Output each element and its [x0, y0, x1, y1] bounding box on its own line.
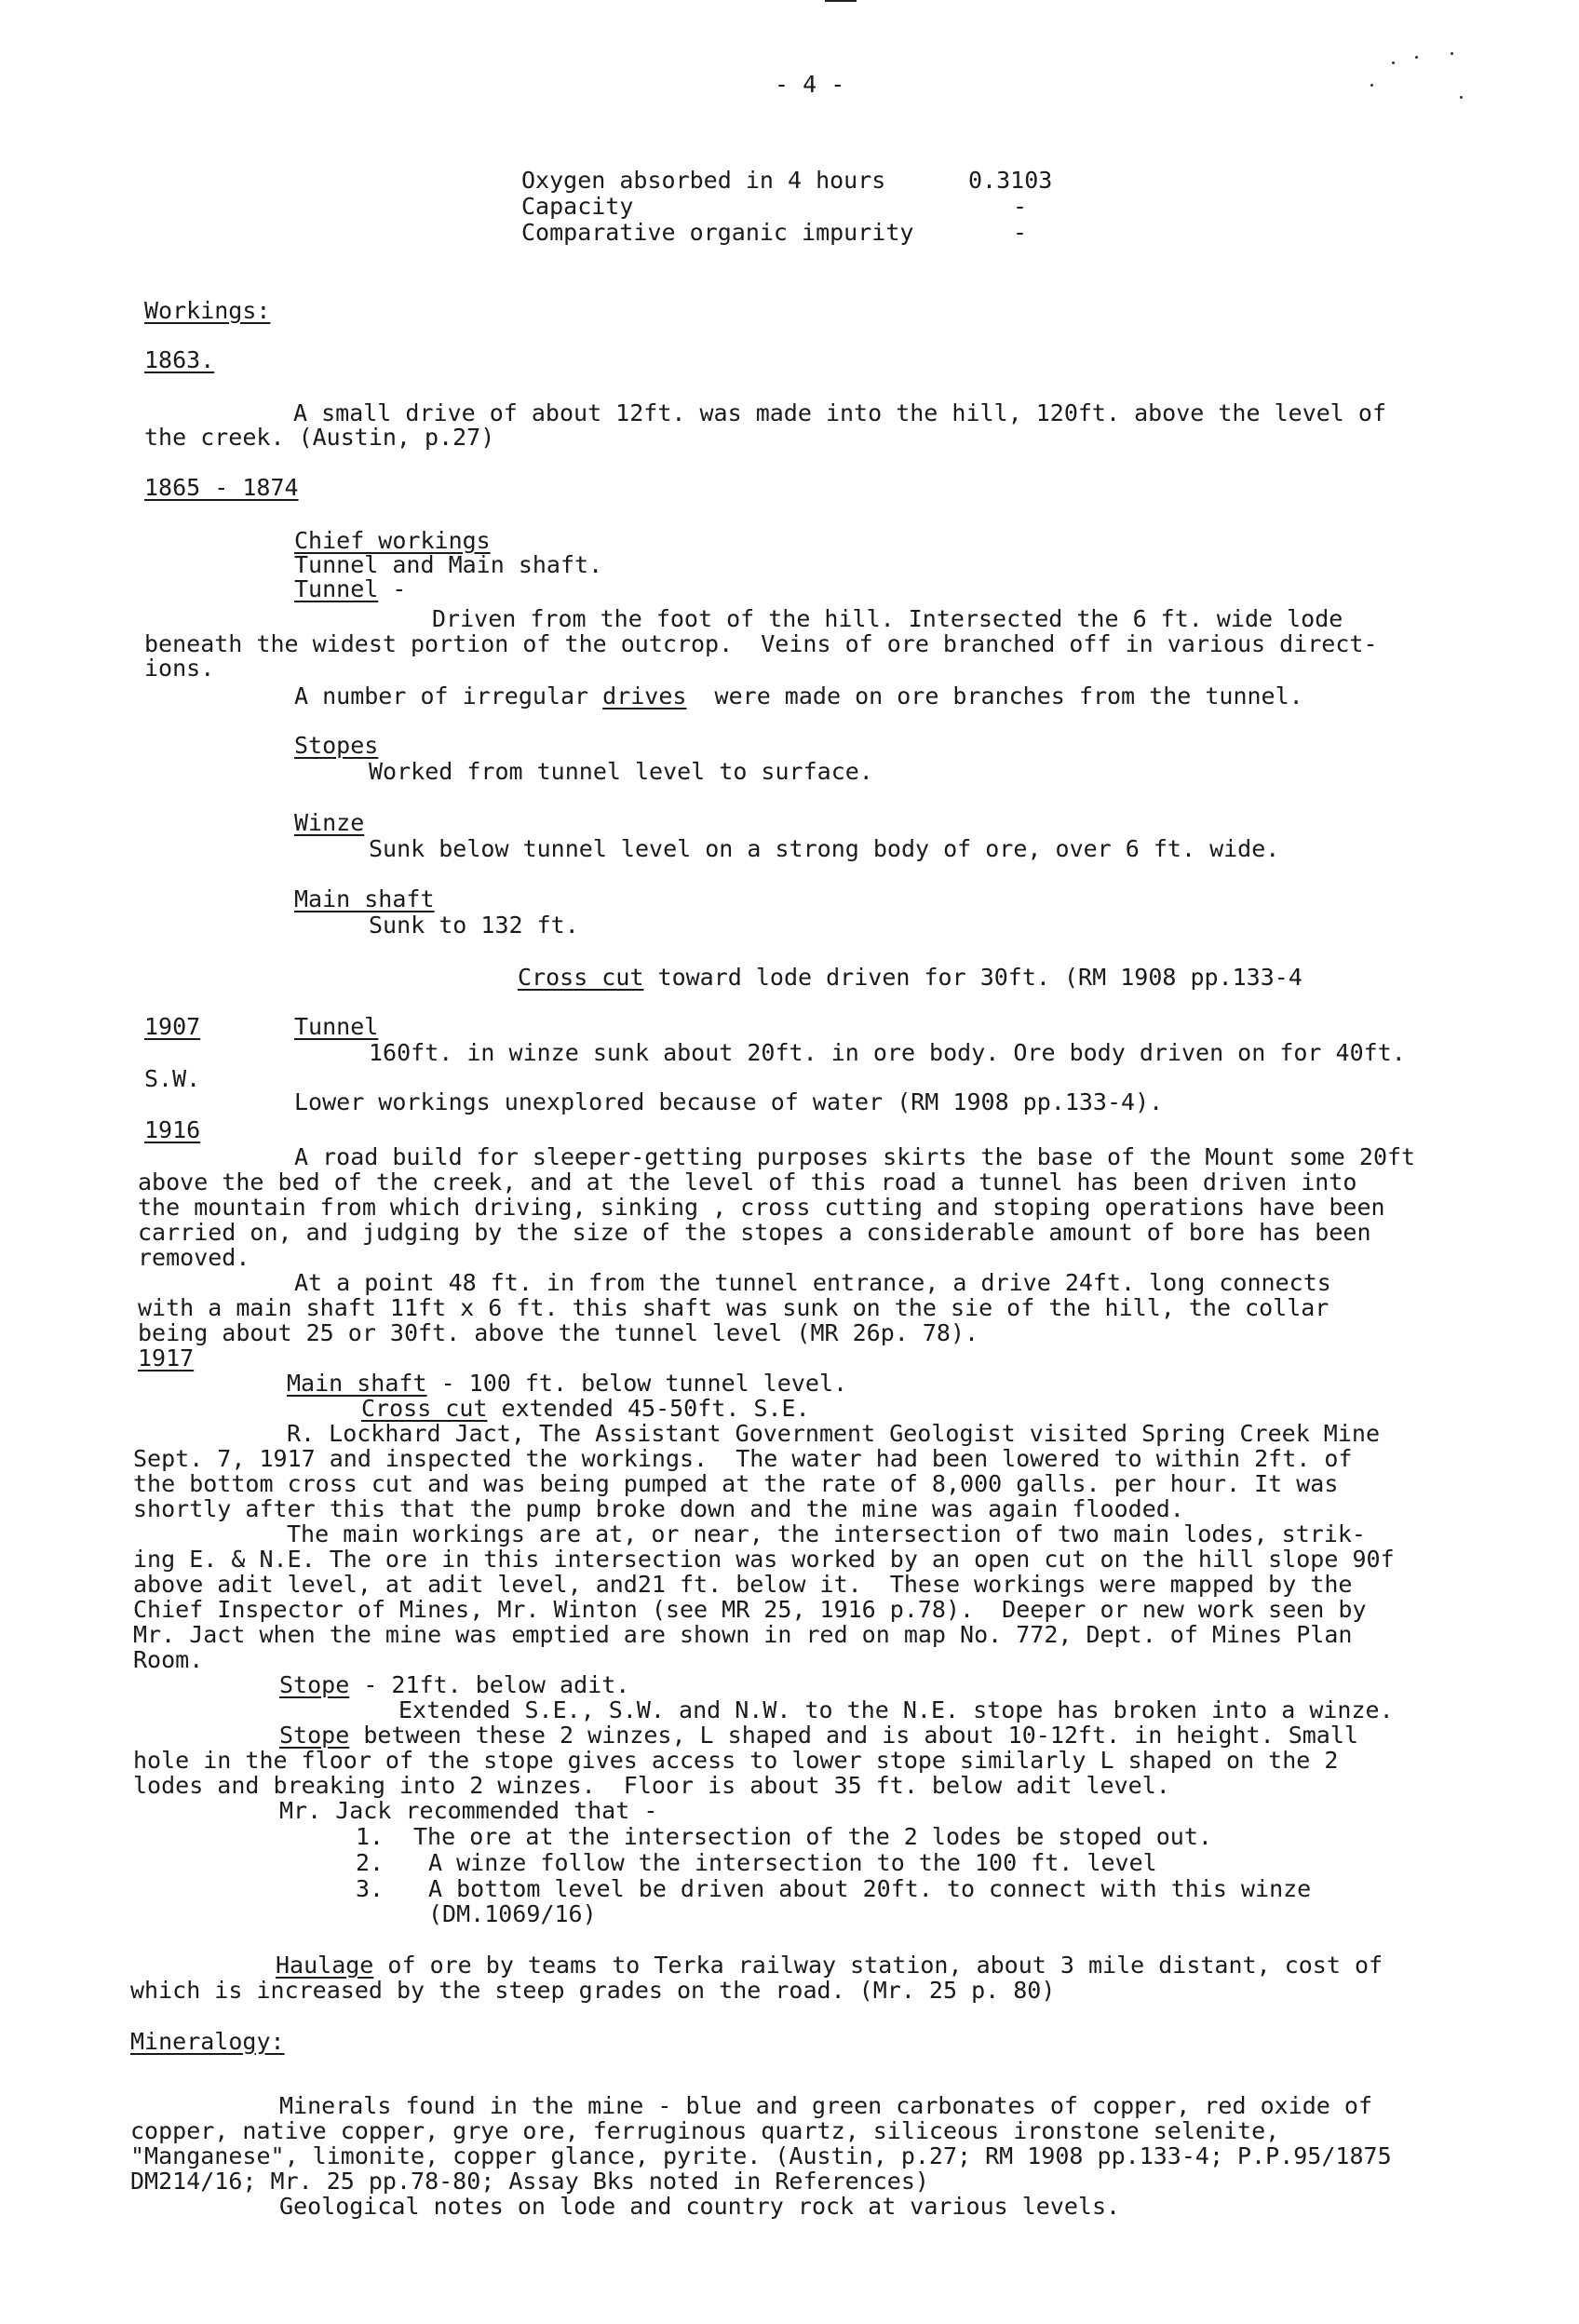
cross-cut-post: extended 45-50ft. S.E. — [487, 1395, 810, 1422]
recommendation-text: A bottom level be driven about 20ft. to connect with this winze — [428, 1875, 1312, 1902]
paragraph-line: Geological notes on lode and country rock at various levels. — [279, 2193, 1121, 2220]
paragraph-line — [279, 1673, 629, 1696]
recommendation-text: A winze follow the intersection to the 100 ft. level — [428, 1849, 1157, 1876]
year-heading: 1865 - 1874 — [144, 474, 299, 501]
paragraph-line: Sunk below tunnel level on a strong body of ore, over 6 ft. wide. — [369, 835, 1280, 862]
paragraph-line: "Manganese", limonite, copper glance, pyrite. (Austin, p.27; RM 1908 pp.133-4; P.P.95/1875 — [130, 2142, 1392, 2169]
top-edge-mark — [825, 0, 857, 2]
main-shaft-post: - 100 ft. below tunnel level. — [426, 1370, 848, 1397]
paragraph-line: 160ft. in winze sunk about 20ft. in ore body. Ore body driven on for 40ft. — [369, 1039, 1406, 1066]
analysis-value: - — [1013, 193, 1028, 220]
stope-post: - 21ft. below adit. — [349, 1671, 630, 1698]
drives-pre: A number of irregular — [294, 682, 603, 709]
paragraph-line: R. Lockhard Jact, The Assistant Government Geologist visited Spring Creek Mine — [287, 1420, 1380, 1447]
paragraph-line: copper, native copper, grye ore, ferruginous quartz, siliceous ironstone selenite, — [130, 2117, 1280, 2144]
paragraph-line: Sept. 7, 1917 and inspected the workings. The water had been lowered to within 2ft. of — [133, 1445, 1353, 1472]
haulage-word: Haulage — [276, 1952, 374, 1979]
paragraph-line: Chief Inspector of Mines, Mr. Winton (see MR 25, 1916 p.78). Deeper or new work seen by — [133, 1596, 1367, 1623]
cross-cut-word: Cross cut — [361, 1395, 488, 1422]
margin-note: S.W. — [144, 1065, 201, 1092]
crosscut-post: toward lode driven for 30ft. (RM 1908 pp.133-4 — [643, 964, 1302, 991]
scan-speck — [1370, 84, 1373, 87]
analysis-label: Comparative organic impurity — [521, 219, 914, 246]
year-heading: 1907 — [144, 1013, 201, 1040]
paragraph-line: the creek. (Austin, p.27) — [144, 424, 495, 451]
paragraph-line: Extended S.E., S.W. and N.W. to the N.E. stope has broken into a winze. — [398, 1696, 1394, 1723]
paragraph-line: lodes and breaking into 2 winzes. Floor is about 35 ft. below adit level. — [133, 1772, 1170, 1799]
paragraph-line: A small drive of about 12ft. was made into the hill, 120ft. above the level of — [293, 399, 1386, 426]
recommendation-number: 3. — [356, 1875, 385, 1902]
stope-post: between these 2 winzes, L shaped and is about 10-12ft. in height. Small — [349, 1722, 1358, 1749]
paragraph-line: Worked from tunnel level to surface. — [369, 758, 873, 785]
page-number: - 4 - — [775, 71, 845, 98]
paragraph-line: Mr. Jact when the mine was emptied are shown in red on map No. 772, Dept. of Mines Plan — [133, 1621, 1353, 1648]
paragraph-line — [287, 1371, 847, 1395]
paragraph-line — [276, 1953, 1383, 1977]
paragraph-line: hole in the floor of the stope gives access to lower stope similarly L shaped on the 2 — [133, 1747, 1339, 1774]
paragraph-line: the mountain from which driving, sinking , cross cutting and stoping operations have been — [138, 1194, 1385, 1221]
paragraph-line: with a main shaft 11ft x 6 ft. this shaft was sunk on the sie of the hill, the collar — [138, 1294, 1329, 1321]
recommendation-number: 1. — [356, 1823, 385, 1850]
paragraph-line: beneath the widest portion of the outcrop. Veins of ore branched off in various direct- — [144, 630, 1378, 657]
paragraph-line: Room. — [133, 1646, 204, 1673]
scan-speck — [1415, 56, 1418, 59]
paragraph-line: At a point 48 ft. in from the tunnel entrance, a drive 24ft. long connects — [294, 1269, 1331, 1296]
paragraph-line: DM214/16; Mr. 25 pp.78-80; Assay Bks noted in References) — [130, 2168, 929, 2195]
tunnel-label: Tunnel — [294, 575, 379, 602]
subheading: Tunnel — [294, 1013, 379, 1040]
paragraph-line: ing E. & N.E. The ore in this intersection was worked by an open cut on the hill slope 90f — [133, 1546, 1395, 1573]
crosscut-word: Cross cut — [518, 964, 644, 991]
paragraph-line — [518, 966, 1302, 989]
paragraph-line: Driven from the foot of the hill. Intersected the 6 ft. wide lode — [432, 605, 1343, 632]
paragraph-line: shortly after this that the pump broke down and the mine was again flooded. — [133, 1495, 1184, 1522]
year-heading: 1916 — [144, 1116, 201, 1143]
subheading: Main shaft — [294, 885, 435, 912]
drives-word: drives — [602, 682, 687, 709]
main-shaft-word: Main shaft — [287, 1370, 427, 1397]
paragraph-line: above adit level, at adit level, and21 ft. below it. These workings were mapped by the — [133, 1571, 1353, 1598]
analysis-value: 0.3103 — [968, 167, 1053, 194]
analysis-value: - — [1013, 219, 1028, 246]
paragraph-line: Tunnel and Main shaft. — [294, 551, 603, 578]
paragraph-line: Sunk to 132 ft. — [369, 912, 579, 939]
stope-word: Stope — [279, 1671, 350, 1698]
subheading: Chief workings — [294, 527, 491, 554]
subheading: Winze — [294, 809, 365, 836]
paragraph-line: ions. — [144, 655, 215, 682]
paragraph-line: above the bed of the creek, and at the level of this road a tunnel has been driven into — [138, 1169, 1357, 1196]
paragraph-line: The main workings are at, or near, the intersection of two main lodes, strik- — [287, 1520, 1366, 1547]
mineralogy-heading: Mineralogy: — [130, 2028, 285, 2055]
paragraph-line: Lower workings unexplored because of water (RM 1908 pp.133-4). — [294, 1088, 1164, 1115]
subheading-line — [294, 577, 406, 601]
paragraph-line — [279, 1723, 1358, 1747]
paragraph-line: the bottom cross cut and was being pumped at the rate of 8,000 galls. per hour. It was — [133, 1470, 1339, 1497]
paragraph-line — [294, 684, 1303, 708]
drives-post: were made on ore branches from the tunnel. — [686, 682, 1303, 709]
scan-speck — [1460, 96, 1463, 99]
paragraph-line: carried on, and judging by the size of the stopes a considerable amount of bore has been — [138, 1219, 1371, 1246]
paragraph-line: Mr. Jack recommended that - — [279, 1797, 658, 1824]
tunnel-dash: - — [378, 575, 407, 602]
paragraph-line: removed. — [138, 1244, 250, 1271]
paragraph-line: A road build for sleeper-getting purposes skirts the base of the Mount some 20ft — [294, 1143, 1416, 1170]
scan-speck — [1451, 52, 1453, 55]
workings-heading: Workings: — [144, 297, 271, 324]
recommendation-text: The ore at the intersection of the 2 lodes be stoped out. — [413, 1823, 1212, 1850]
paragraph-line — [361, 1397, 810, 1420]
analysis-label: Oxygen absorbed in 4 hours — [521, 167, 886, 194]
analysis-label: Capacity — [521, 193, 634, 220]
paragraph-line: which is increased by the steep grades on the road. (Mr. 25 p. 80) — [130, 1977, 1056, 2004]
subheading: Stopes — [294, 732, 379, 759]
recommendation-number: 2. — [356, 1849, 385, 1876]
year-heading: 1863. — [144, 346, 215, 373]
paragraph-line: Minerals found in the mine - blue and green carbonates of copper, red oxide of — [279, 2092, 1372, 2119]
paragraph-line: being about 25 or 30ft. above the tunnel level (MR 26p. 78). — [138, 1319, 979, 1346]
reference: (DM.1069/16) — [428, 1900, 597, 1927]
stope-word: Stope — [279, 1722, 350, 1749]
scan-speck — [1392, 61, 1395, 64]
year-heading: 1917 — [138, 1344, 195, 1371]
haulage-post: of ore by teams to Terka railway station, about 3 mile distant, cost of — [373, 1952, 1383, 1979]
